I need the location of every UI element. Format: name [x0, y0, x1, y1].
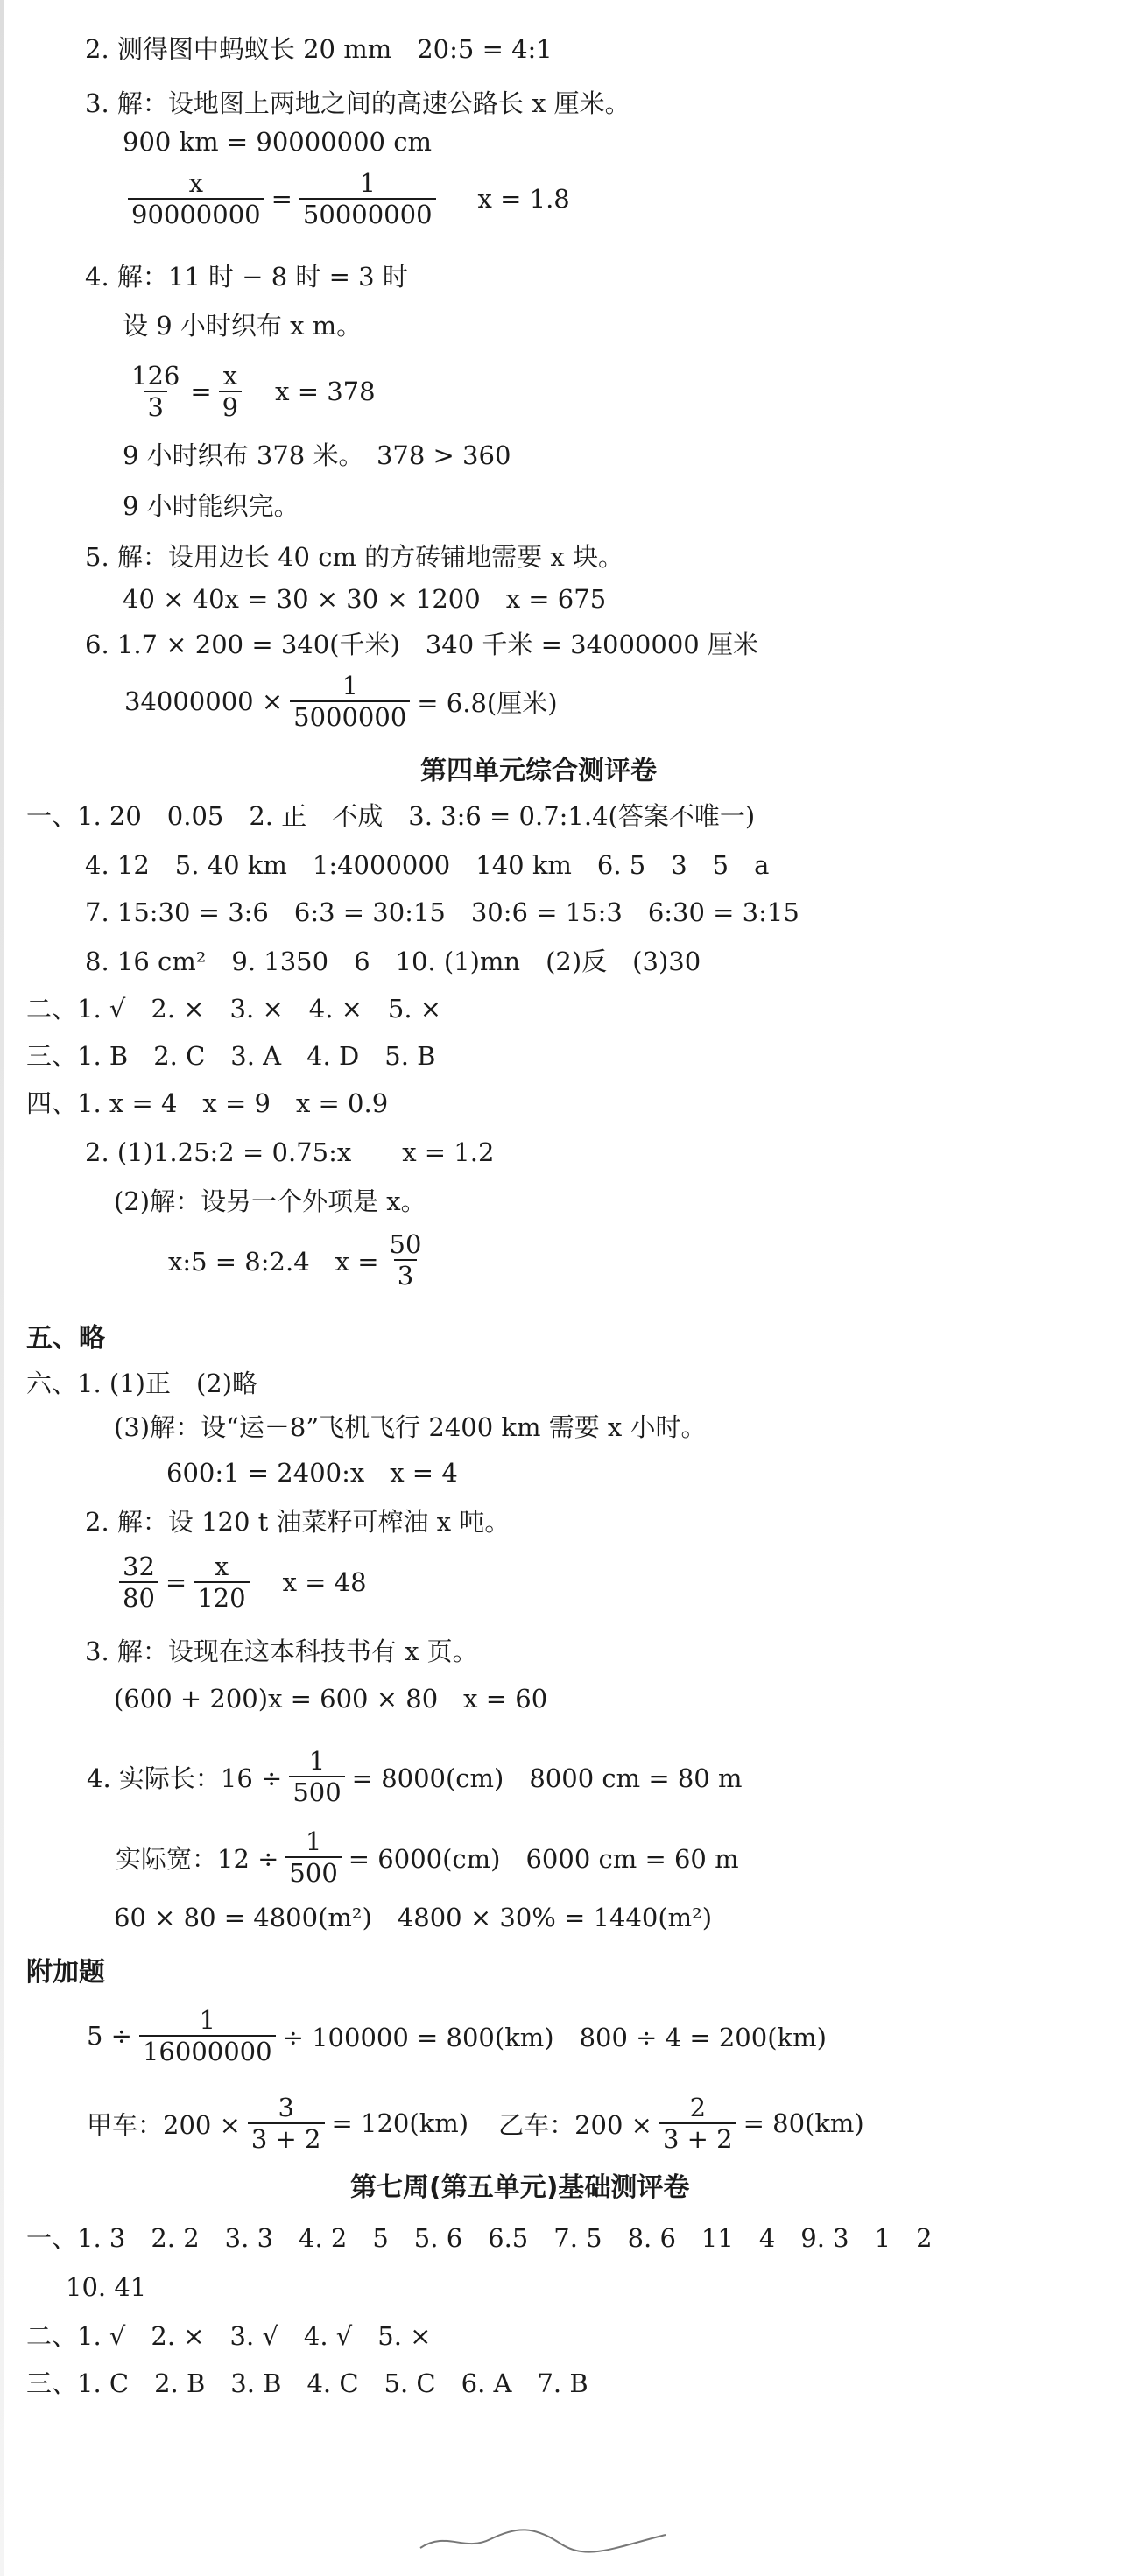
equation-l32: 4. 实际长：16 ÷ $\frac{1}{500}$ = 8000(cm) 8000 cm = 80 m — [87, 1746, 743, 1807]
answer-line: 40 × 40x = 30 × 30 × 1200 x = 675 — [123, 584, 607, 614]
fraction: $\frac{x}{9}$ — [219, 361, 242, 422]
answer-line: 4. 12 5. 40 km 1:4000000 140 km 6. 5 3 5 a — [85, 850, 770, 880]
answer-line: 4. 解：11 时 − 8 时 = 3 时 — [85, 262, 408, 292]
section-heading: 附加题 — [26, 1957, 105, 1988]
answer-line: 三、1. B 2. C 3. A 4. D 5. B — [26, 1041, 436, 1071]
answer-line: 6. 1.7 × 200 = 340(千米) 340 千米 = 34000000 厘米 — [85, 630, 758, 659]
page-edge-shadow — [0, 0, 4, 2576]
scribble-mark — [412, 2522, 674, 2557]
fraction: $\frac{1}{500}$ — [289, 1746, 344, 1807]
answer-line: 一、1. 3 2. 2 3. 3 4. 2 5 5. 6 6.5 7. 5 8. 6 11 4 9. 3 1 2 — [26, 2223, 933, 2253]
answer-line: 二、1. √ 2. × 3. × 4. × 5. × — [26, 994, 442, 1024]
equation-l36: 5 ÷ $\frac{1}{16000000}$ ÷ 100000 = 800(km) 800 ÷ 4 = 200(km) — [87, 2005, 827, 2066]
answer-line: 5. 解：设用边长 40 cm 的方砖铺地需要 x 块。 — [85, 542, 623, 572]
section-heading: 第四单元综合测评卷 — [420, 756, 657, 786]
answer-line: 六、1. (1)正 (2)略 — [26, 1369, 258, 1398]
answer-line: 600:1 = 2400:x x = 4 — [166, 1458, 458, 1488]
equation-l29: $\frac{32}{80}$ = $\frac{x}{120}$ x = 48 — [114, 1552, 369, 1613]
equation-l37: 甲车：200 × $\frac{3}{3 + 2}$ = 120(km) 乙车：200 × $\frac{2}{3 + 2}$ = 80(km) — [87, 2093, 864, 2154]
fraction: $\frac{x}{120}$ — [194, 1552, 249, 1613]
equation-l23: x:5 = 8:2.4 x = $\frac{50}{3}$ — [166, 1229, 430, 1291]
answer-line: 四、1. x = 4 x = 9 x = 0.9 — [26, 1088, 389, 1118]
fraction: $\frac{1}{500}$ — [285, 1826, 341, 1888]
answer-line: 三、1. C 2. B 3. B 4. C 5. C 6. A 7. B — [26, 2368, 588, 2398]
fraction: $\frac{1}{16000000}$ — [139, 2005, 276, 2066]
section-heading: 五、略 — [26, 1323, 105, 1354]
fraction: $\frac{2}{3 + 2}$ — [659, 2093, 736, 2154]
fraction: $\frac{50}{3}$ — [389, 1229, 422, 1291]
answer-line: 10. 41 — [66, 2272, 147, 2302]
answer-line: 7. 15:30 = 3:6 6:3 = 30:15 30:6 = 15:3 6:30 = 3:15 — [85, 897, 799, 927]
answer-line: 一、1. 20 0.05 2. 正 不成 3. 3:6 = 0.7:1.4(答案不唯一) — [26, 801, 756, 831]
answer-line: 9 小时能织完。 — [123, 491, 299, 521]
answer-line: (600 + 200)x = 600 × 80 x = 60 — [114, 1684, 548, 1714]
answer-line: 二、1. √ 2. × 3. √ 4. √ 5. × — [26, 2321, 432, 2351]
equation-l13: 34000000 × $\frac{1}{5000000}$ = 6.8(厘米) — [124, 671, 558, 732]
answer-line: (3)解：设“运－8”飞机飞行 2400 km 需要 x 小时。 — [114, 1412, 707, 1442]
answer-line: 900 km = 90000000 cm — [123, 127, 432, 157]
fraction: $\frac{1}{50000000}$ — [299, 168, 436, 229]
fraction: $\frac{3}{3 + 2}$ — [248, 2093, 325, 2154]
answer-line: 9 小时织布 378 米。 378 > 360 — [123, 440, 511, 470]
answer-line: 3. 解：设地图上两地之间的高速公路长 x 厘米。 — [85, 88, 630, 118]
answer-line: 2. 解：设 120 t 油菜籽可榨油 x 吨。 — [85, 1507, 511, 1537]
fraction: $\frac{126}{3}$ — [131, 361, 180, 422]
equation-l33: 实际宽：12 ÷ $\frac{1}{500}$ = 6000(cm) 6000 cm = 60 m — [116, 1826, 739, 1888]
answer-line: 2. (1)1.25:2 = 0.75:x x = 1.2 — [85, 1137, 495, 1167]
fraction: $\frac{32}{80}$ — [119, 1552, 158, 1613]
section-heading: 第七周(第五单元)基础测评卷 — [350, 2172, 690, 2203]
answer-line: 8. 16 cm² 9. 1350 6 10. (1)mn (2)反 (3)30 — [85, 947, 701, 976]
answer-line: 2. 测得图中蚂蚁长 20 mm 20:5 = 4:1 — [85, 34, 553, 64]
fraction: $\frac{1}{5000000}$ — [290, 671, 410, 732]
answer-line: 设 9 小时织布 x m。 — [123, 311, 363, 341]
answer-line: (2)解：设另一个外项是 x。 — [114, 1186, 426, 1216]
answer-line: 3. 解：设现在这本科技书有 x 页。 — [85, 1636, 478, 1666]
equation-l07: $\frac{126}{3}$ = $\frac{x}{9}$ x = 378 — [123, 361, 377, 422]
equation-l04: $\frac{x}{90000000}$ = $\frac{1}{50000000}$ x = 1.8 — [123, 168, 572, 229]
answer-line: 60 × 80 = 4800(m²) 4800 × 30% = 1440(m²) — [114, 1903, 713, 1932]
fraction: $\frac{x}{90000000}$ — [128, 168, 264, 229]
